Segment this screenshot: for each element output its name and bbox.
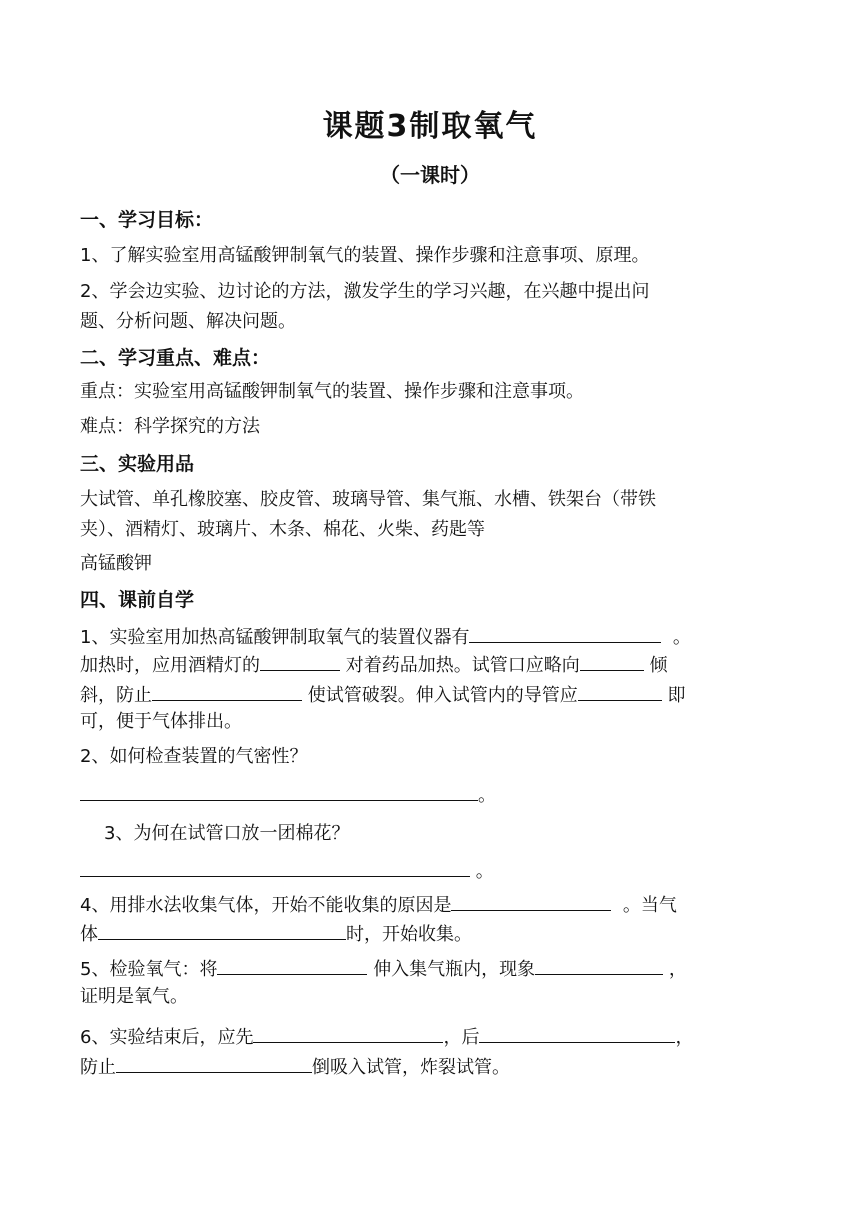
q1-blank-tube[interactable] — [578, 682, 662, 701]
q1-line-2: 加热时，应用酒精灯的 对着药品加热。试管口应略向 倾 — [80, 652, 667, 678]
q6-line-2: 防止 倒吸入试管，炸裂试管。 — [80, 1054, 510, 1080]
q2-answer-line: 。 — [80, 782, 496, 808]
section-heading-objectives: 一、学习目标： — [80, 209, 214, 231]
key-point: 重点：实验室用高锰酸钾制氧气的装置、操作步骤和注意事项。 — [80, 381, 584, 402]
section-heading-materials: 三、实验用品 — [80, 453, 195, 475]
q4-blank-when[interactable] — [98, 921, 346, 940]
q2-question: 2、如何检查装置的气密性？ — [80, 746, 308, 767]
page-title: 课题3制取氧气 — [322, 109, 538, 144]
objective-1: 1、了解实验室用高锰酸钾制氧气的装置、操作步骤和注意事项、原理。 — [80, 245, 650, 266]
q1-blank-flame[interactable] — [260, 652, 340, 671]
q1-blank-prevent[interactable] — [152, 682, 302, 701]
q1-blank-apparatus[interactable] — [469, 624, 661, 643]
q6-blank-then[interactable] — [479, 1024, 675, 1043]
q4-line-1: 4、用排水法收集气体，开始不能收集的原因是 。当气 — [80, 892, 677, 918]
page-subtitle: （一课时） — [380, 163, 480, 187]
q6-blank-first[interactable] — [253, 1024, 443, 1043]
q6-blank-prevent[interactable] — [116, 1054, 312, 1073]
materials-reagent: 高锰酸钾 — [80, 553, 152, 574]
q1-line-4: 可，便于气体排出。 — [80, 711, 242, 732]
q3-question: 3、为何在试管口放一团棉花？ — [104, 823, 350, 844]
q3-answer-line: 。 — [80, 858, 494, 884]
difficult-point: 难点：科学探究的方法 — [80, 416, 260, 437]
q4-line-2: 体 时，开始收集。 — [80, 921, 472, 947]
q4-blank-reason[interactable] — [451, 892, 611, 911]
section-heading-preview: 四、课前自学 — [80, 589, 195, 611]
q5-line-2: 证明是氧气。 — [80, 986, 188, 1007]
objective-2-line-1: 2、学会边实验、边讨论的方法，激发学生的学习兴趣，在兴趣中提出问 — [80, 281, 650, 302]
q1-blank-direction[interactable] — [580, 652, 644, 671]
materials-line-2: 夹）、酒精灯、玻璃片、木条、棉花、火柴、药匙等 — [80, 519, 485, 540]
q1-line-1: 1、实验室用加热高锰酸钾制取氧气的装置仪器有 。 — [80, 624, 691, 650]
q6-line-1: 6、实验结束后，应先 ，后 ， — [80, 1024, 693, 1050]
q3-blank[interactable] — [80, 858, 470, 877]
q1-line-3: 斜，防止 使试管破裂。伸入试管内的导管应 即 — [80, 682, 685, 708]
q5-line-1: 5、检验氧气：将 伸入集气瓶内，现象 ， — [80, 956, 687, 982]
materials-line-1: 大试管、单孔橡胶塞、胶皮管、玻璃导管、集气瓶、水槽、铁架台（带铁 — [80, 489, 656, 510]
section-heading-key-points: 二、学习重点、难点： — [80, 347, 271, 369]
q5-blank-object[interactable] — [217, 956, 367, 975]
q2-blank[interactable] — [80, 782, 478, 801]
q5-blank-phenomenon[interactable] — [535, 956, 663, 975]
objective-2-line-2: 题、分析问题、解决问题。 — [80, 311, 296, 332]
